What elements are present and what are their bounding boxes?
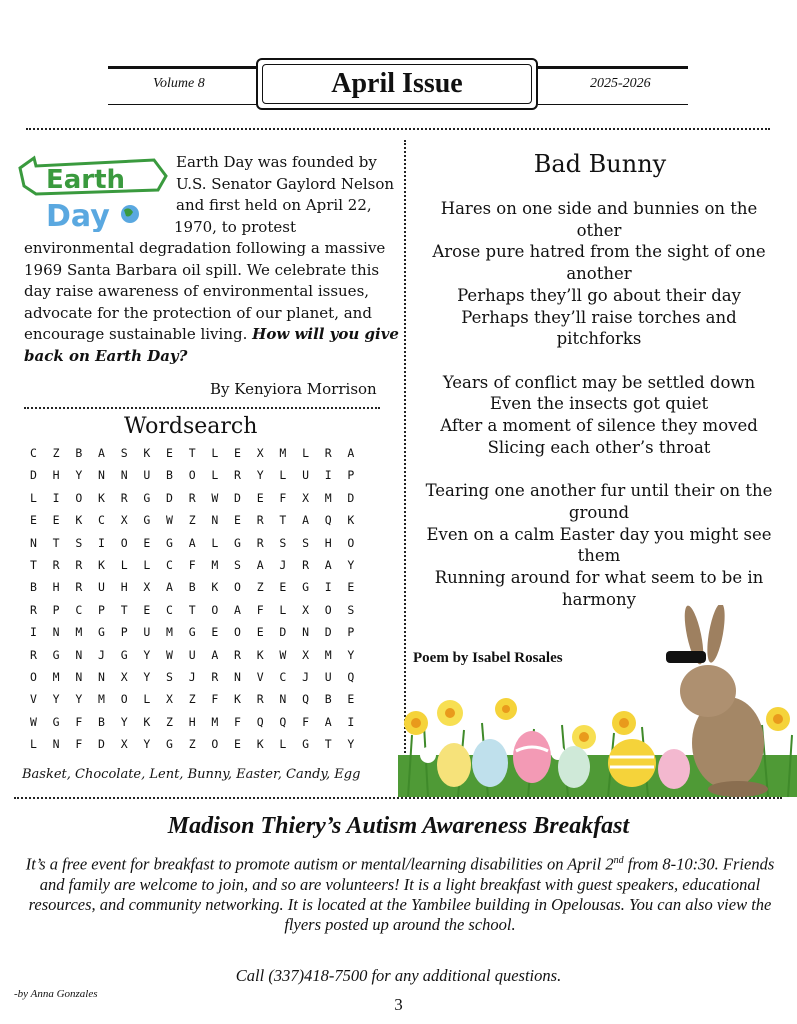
wordsearch-letter: G: [52, 647, 60, 662]
wordsearch-letter: W: [211, 490, 219, 505]
earth-day-paragraph: Earth Day was founded by U.S. Senator Gaylord Nelson and first held on April 22, 1970, to protest environmental degradation following a massive 1969 Santa Barbara oil spill. We celebrate this day raise awareness of environmental issues, advocate for the protection of our planet, and encourage sustainable living.: [24, 153, 395, 343]
wordsearch-letter: E: [256, 625, 264, 640]
breakfast-contact: Call (337)418-7500 for any additional questions.: [235, 966, 562, 985]
wordsearch-letter: H: [324, 535, 332, 550]
logo-word-day: Day: [46, 199, 110, 232]
poem-line: Even on a calm Easter day you might see them: [426, 524, 772, 566]
wordsearch-letter: K: [234, 692, 241, 707]
header-rule-right-top: [538, 66, 688, 69]
wordsearch-letter: D: [98, 737, 105, 752]
wordsearch-letter: L: [211, 535, 219, 550]
wordsearch-letter: F: [75, 737, 83, 752]
wordsearch-letter: T: [188, 602, 196, 617]
earth-day-question: How will you give back on Earth Day?: [24, 325, 399, 365]
wordsearch-letter: S: [166, 669, 173, 684]
wordsearch-letter: I: [347, 714, 355, 729]
wordsearch-row: [30, 536, 370, 558]
wordsearch-letter: Q: [324, 513, 332, 528]
wordsearch-letter: J: [188, 669, 196, 684]
wordsearch-letter: I: [324, 580, 332, 595]
wordsearch-letter: R: [324, 446, 332, 460]
wordsearch-letter: W: [30, 714, 37, 729]
wordsearch-letter: R: [120, 490, 128, 505]
wordsearch-letter: F: [256, 602, 264, 617]
wordsearch-letter: O: [30, 669, 37, 684]
wordsearch-letter: X: [120, 669, 128, 684]
wordsearch-letter: P: [98, 602, 105, 617]
wordsearch-letter: L: [279, 737, 287, 752]
wordsearch-letter: A: [188, 535, 196, 550]
wordsearch-letter: W: [166, 513, 173, 528]
wordsearch-letter: Y: [347, 647, 355, 662]
wordsearch-letter: R: [234, 468, 241, 483]
poem-line: Perhaps they’ll go about their day: [457, 285, 741, 305]
wordsearch-letter: G: [143, 513, 151, 528]
wordsearch-letter: K: [98, 490, 105, 505]
wordsearch-letter: M: [75, 625, 83, 640]
poem-line: Years of conflict may be settled down: [442, 372, 756, 392]
wordsearch-letter: N: [52, 737, 60, 752]
wordsearch-letter: G: [302, 580, 309, 595]
wordsearch-letter: A: [256, 557, 264, 572]
wordsearch-letter: O: [234, 580, 241, 595]
wordsearch-letter: E: [143, 602, 151, 617]
earth-day-article: [24, 152, 406, 367]
wordsearch-letter: G: [143, 490, 151, 505]
wordsearch-letter: A: [166, 580, 173, 595]
wordsearch-letter: L: [120, 557, 128, 572]
poem-line: After a moment of silence they moved: [440, 416, 758, 436]
wordsearch-letter: Y: [143, 737, 151, 752]
wordsearch-letter: A: [98, 446, 105, 460]
wordsearch-word-list: Basket, Chocolate, Lent, Bunny, Easter, Candy, Egg: [22, 767, 361, 782]
wordsearch-letter: U: [302, 468, 309, 483]
wordsearch-letter: G: [188, 625, 196, 640]
issue-title: April Issue: [331, 68, 463, 99]
wordsearch-letter: D: [279, 625, 287, 640]
header-rule-left-top: [108, 66, 258, 69]
wordsearch-letter: U: [98, 580, 105, 595]
wordsearch-letter: C: [279, 669, 287, 684]
wordsearch-letter: S: [234, 557, 241, 572]
wordsearch-letter: B: [30, 580, 37, 595]
wordsearch-letter: E: [52, 513, 60, 528]
wordsearch-letter: X: [143, 580, 151, 595]
wordsearch-letter: E: [143, 535, 151, 550]
wordsearch-letter: C: [166, 557, 173, 572]
wordsearch-letter: E: [347, 692, 355, 707]
wordsearch-letter: Q: [256, 714, 264, 729]
breakfast-author: -by Anna Gonzales: [14, 988, 98, 1000]
sunglasses-icon: [666, 651, 706, 663]
wordsearch-letter: B: [75, 446, 83, 460]
wordsearch-letter: Z: [188, 737, 196, 752]
wordsearch-letter: C: [98, 513, 105, 528]
wordsearch-letter: A: [347, 446, 355, 460]
wordsearch-letter: Z: [166, 714, 173, 729]
wordsearch-letter: K: [98, 557, 105, 572]
wordsearch-letter: A: [302, 513, 309, 528]
wordsearch-letter: N: [234, 669, 241, 684]
wordsearch-letter: N: [30, 535, 37, 550]
wordsearch-row: [30, 446, 370, 468]
wordsearch-letter: T: [120, 602, 128, 617]
wordsearch-letter: Z: [188, 513, 196, 528]
wordsearch-letter: K: [347, 513, 355, 528]
wordsearch-letter: M: [324, 490, 332, 505]
wordsearch-letter: G: [166, 535, 173, 550]
wordsearch-letter: N: [120, 468, 128, 483]
earthday-divider: [24, 407, 380, 409]
wordsearch-letter: L: [279, 602, 287, 617]
wordsearch-letter: Z: [188, 692, 196, 707]
wordsearch-letter: X: [256, 446, 264, 460]
wordsearch-letter: R: [30, 647, 37, 662]
wordsearch-letter: R: [52, 557, 60, 572]
wordsearch-letter: A: [324, 714, 332, 729]
poem-line: Tearing one another fur until their on the ground: [425, 481, 773, 522]
wordsearch-letter: O: [120, 692, 128, 707]
wordsearch-letter: S: [75, 535, 83, 550]
wordsearch-letter: A: [324, 557, 332, 572]
wordsearch-letter: B: [324, 692, 332, 707]
wordsearch-letter: M: [211, 557, 219, 572]
wordsearch-letter: Y: [256, 468, 264, 483]
wordsearch-letter: T: [188, 446, 196, 460]
wordsearch-letter: C: [30, 446, 37, 460]
wordsearch-letter: H: [120, 580, 128, 595]
wordsearch-letter: K: [75, 513, 83, 528]
wordsearch-letter: L: [30, 737, 37, 752]
wordsearch-letter: O: [324, 602, 332, 617]
wordsearch-letter: L: [302, 446, 309, 460]
wordsearch-letter: S: [279, 535, 287, 550]
wordsearch-letter: J: [279, 557, 287, 572]
wordsearch-letter: E: [234, 513, 241, 528]
wordsearch-letter: E: [211, 625, 219, 640]
wordsearch-letter: O: [234, 625, 241, 640]
wordsearch-letter: Y: [120, 714, 128, 729]
wordsearch-letter: E: [166, 446, 173, 460]
wordsearch-letter: E: [256, 490, 264, 505]
poem-body: [420, 198, 778, 610]
wordsearch-letter: I: [98, 535, 105, 550]
wordsearch-letter: D: [347, 490, 355, 505]
wordsearch-letter: N: [211, 513, 219, 528]
wordsearch-letter: S: [347, 602, 355, 617]
wordsearch-letter: S: [302, 535, 309, 550]
wordsearch-row: [30, 603, 370, 625]
wordsearch-row: [30, 692, 370, 714]
volume-label: Volume 8: [153, 76, 205, 91]
wordsearch-letter: F: [234, 714, 241, 729]
wordsearch-letter: W: [279, 647, 287, 662]
wordsearch-letter: K: [211, 580, 219, 595]
wordsearch-letter: R: [211, 669, 219, 684]
school-year-label: 2025-2026: [590, 76, 651, 91]
wordsearch-letter: X: [120, 737, 128, 752]
wordsearch-letter: J: [302, 669, 309, 684]
wordsearch-letter: O: [211, 737, 219, 752]
wordsearch-letter: Q: [302, 692, 309, 707]
page-number: 3: [394, 995, 403, 1014]
wordsearch-letter: U: [143, 468, 151, 483]
wordsearch-letter: T: [324, 737, 332, 752]
wordsearch-letter: Y: [347, 557, 355, 572]
wordsearch-letter: R: [188, 490, 196, 505]
wordsearch-letter: L: [211, 446, 219, 460]
wordsearch-letter: B: [98, 714, 105, 729]
wordsearch-letter: L: [30, 490, 37, 505]
wordsearch-letter: N: [98, 468, 105, 483]
wordsearch-letter: U: [143, 625, 151, 640]
wordsearch-letter: H: [52, 580, 60, 595]
wordsearch-row: [30, 513, 370, 535]
poem-byline: Poem by Isabel Rosales: [413, 650, 563, 666]
wordsearch-row: [30, 625, 370, 647]
wordsearch-letter: N: [279, 692, 287, 707]
wordsearch-letter: R: [256, 513, 264, 528]
wordsearch-letter: L: [143, 692, 151, 707]
wordsearch-letter: I: [30, 625, 37, 640]
poem-line: Even the insects got quiet: [489, 394, 709, 414]
wordsearch-letter: K: [256, 737, 264, 752]
wordsearch-letter: N: [98, 669, 105, 684]
wordsearch-letter: Q: [279, 714, 287, 729]
poem-title: Bad Bunny: [533, 150, 667, 178]
wordsearch-row: [30, 737, 370, 759]
wordsearch-letter: Y: [75, 692, 83, 707]
wordsearch-letter: M: [211, 714, 219, 729]
wordsearch-letter: E: [234, 446, 241, 460]
wordsearch-letter: Y: [75, 468, 83, 483]
wordsearch-letter: P: [347, 468, 355, 483]
wordsearch-letter: M: [279, 446, 287, 460]
earth-day-byline: By Kenyiora Morrison: [210, 380, 377, 398]
wordsearch-letter: M: [324, 647, 332, 662]
wordsearch-letter: I: [324, 468, 332, 483]
wordsearch-row: [30, 491, 370, 513]
wordsearch-letter: T: [30, 557, 37, 572]
wordsearch-letter: D: [30, 468, 37, 483]
wordsearch-letter: N: [52, 625, 60, 640]
poem-line: Perhaps they’ll raise torches and pitchforks: [461, 307, 737, 349]
wordsearch-letter: A: [234, 602, 241, 617]
wordsearch-letter: C: [166, 602, 173, 617]
wordsearch-letter: K: [256, 647, 264, 662]
wordsearch-letter: F: [75, 714, 83, 729]
wordsearch-letter: R: [256, 692, 264, 707]
wordsearch-letter: R: [75, 580, 83, 595]
wordsearch-letter: S: [120, 446, 128, 460]
wordsearch-row: [30, 580, 370, 602]
breakfast-title: Madison Thiery’s Autism Awareness Breakfast: [167, 813, 630, 839]
wordsearch-letter: V: [256, 669, 264, 684]
wordsearch-letter: A: [211, 647, 219, 662]
wordsearch-letter: F: [302, 714, 309, 729]
wordsearch-letter: G: [166, 737, 173, 752]
wordsearch-row: [30, 468, 370, 490]
wordsearch-letter: E: [279, 580, 287, 595]
wordsearch-letter: N: [302, 625, 309, 640]
wordsearch-letter: L: [211, 468, 219, 483]
wordsearch-letter: Y: [143, 647, 151, 662]
wordsearch-letter: Y: [52, 692, 60, 707]
wordsearch-letter: L: [143, 557, 151, 572]
wordsearch-letter: G: [234, 535, 241, 550]
logo-word-earth: Earth: [46, 165, 126, 195]
wordsearch-letter: T: [279, 513, 287, 528]
wordsearch-letter: F: [188, 557, 196, 572]
wordsearch-letter: X: [302, 490, 309, 505]
wordsearch-letter: G: [98, 625, 105, 640]
wordsearch-letter: F: [279, 490, 287, 505]
wordsearch-letter: J: [98, 647, 105, 662]
bottom-divider: [14, 797, 782, 799]
wordsearch-letter: P: [347, 625, 355, 640]
wordsearch-letter: H: [52, 468, 60, 483]
wordsearch-letter: R: [30, 602, 37, 617]
wordsearch-letter: R: [75, 557, 83, 572]
wordsearch-letter: E: [30, 513, 37, 528]
wordsearch-letter: R: [302, 557, 309, 572]
wordsearch-letter: U: [188, 647, 196, 662]
easter-bunny-illustration: [398, 605, 797, 797]
wordsearch-letter: D: [324, 625, 332, 640]
wordsearch-letter: Y: [347, 737, 355, 752]
wordsearch-letter: G: [120, 647, 128, 662]
wordsearch-row: [30, 648, 370, 670]
wordsearch-letter: Q: [347, 669, 355, 684]
header-rule-right-bottom: [538, 104, 688, 105]
wordsearch-letter: V: [30, 692, 37, 707]
wordsearch-letter: K: [143, 714, 151, 729]
wordsearch-letter: K: [143, 446, 151, 460]
wordsearch-letter: O: [211, 602, 219, 617]
wordsearch-letter: E: [347, 580, 355, 595]
wordsearch-letter: U: [324, 669, 332, 684]
poem-line: Hares on one side and bunnies on the other: [440, 199, 758, 240]
wordsearch-letter: D: [234, 490, 241, 505]
wordsearch-letter: G: [52, 714, 60, 729]
wordsearch-letter: L: [279, 468, 287, 483]
wordsearch-letter: R: [256, 535, 264, 550]
wordsearch-grid: [30, 446, 370, 759]
wordsearch-row: [30, 670, 370, 692]
wordsearch-letter: O: [75, 490, 83, 505]
wordsearch-letter: M: [52, 669, 60, 684]
wordsearch-letter: R: [234, 647, 241, 662]
wordsearch-letter: N: [75, 669, 83, 684]
wordsearch-letter: D: [166, 490, 173, 505]
wordsearch-letter: O: [120, 535, 128, 550]
wordsearch-letter: B: [166, 468, 173, 483]
wordsearch-letter: H: [188, 714, 196, 729]
wordsearch-letter: N: [75, 647, 83, 662]
wordsearch-letter: X: [166, 692, 173, 707]
issue-title-box: [256, 58, 538, 110]
wordsearch-letter: E: [234, 737, 241, 752]
poem-line: Slicing each other’s throat: [487, 437, 711, 457]
wordsearch-letter: F: [211, 692, 219, 707]
wordsearch-letter: C: [75, 602, 83, 617]
wordsearch-letter: B: [188, 580, 196, 595]
wordsearch-letter: Z: [256, 580, 264, 595]
header-rule-left-bottom: [108, 104, 258, 105]
wordsearch-letter: P: [52, 602, 60, 617]
wordsearch-row: [30, 558, 370, 580]
wordsearch-letter: Z: [52, 446, 60, 460]
wordsearch-title: Wordsearch: [124, 414, 258, 439]
poem-line: Arose pure hatred from the sight of one another: [432, 242, 766, 284]
wordsearch-letter: W: [166, 647, 173, 662]
wordsearch-letter: P: [120, 625, 128, 640]
wordsearch-letter: X: [120, 513, 128, 528]
wordsearch-row: [30, 715, 370, 737]
breakfast-description: It’s a free event for breakfast to promote autism or mental/learning disabilities on April 2nd from 8-10:30. Friends and family are welcome to join, and so are volunteers! It is a light breakfast with guest speakers, educational resources, and community networking. It is located at the Yambilee building in Opelousas. You can also view the flyers posted up around the school.: [25, 854, 775, 934]
header-divider: [26, 128, 770, 130]
wordsearch-letter: O: [347, 535, 355, 550]
wordsearch-letter: X: [302, 647, 309, 662]
wordsearch-letter: M: [166, 625, 173, 640]
wordsearch-letter: I: [52, 490, 60, 505]
poem-line: Running around for what seem to be in harmony: [434, 567, 764, 609]
wordsearch-letter: M: [98, 692, 105, 707]
wordsearch-letter: T: [52, 535, 60, 550]
wordsearch-letter: O: [188, 468, 196, 483]
wordsearch-letter: G: [302, 737, 309, 752]
wordsearch-letter: Y: [143, 669, 151, 684]
wordsearch-letter: X: [302, 602, 309, 617]
